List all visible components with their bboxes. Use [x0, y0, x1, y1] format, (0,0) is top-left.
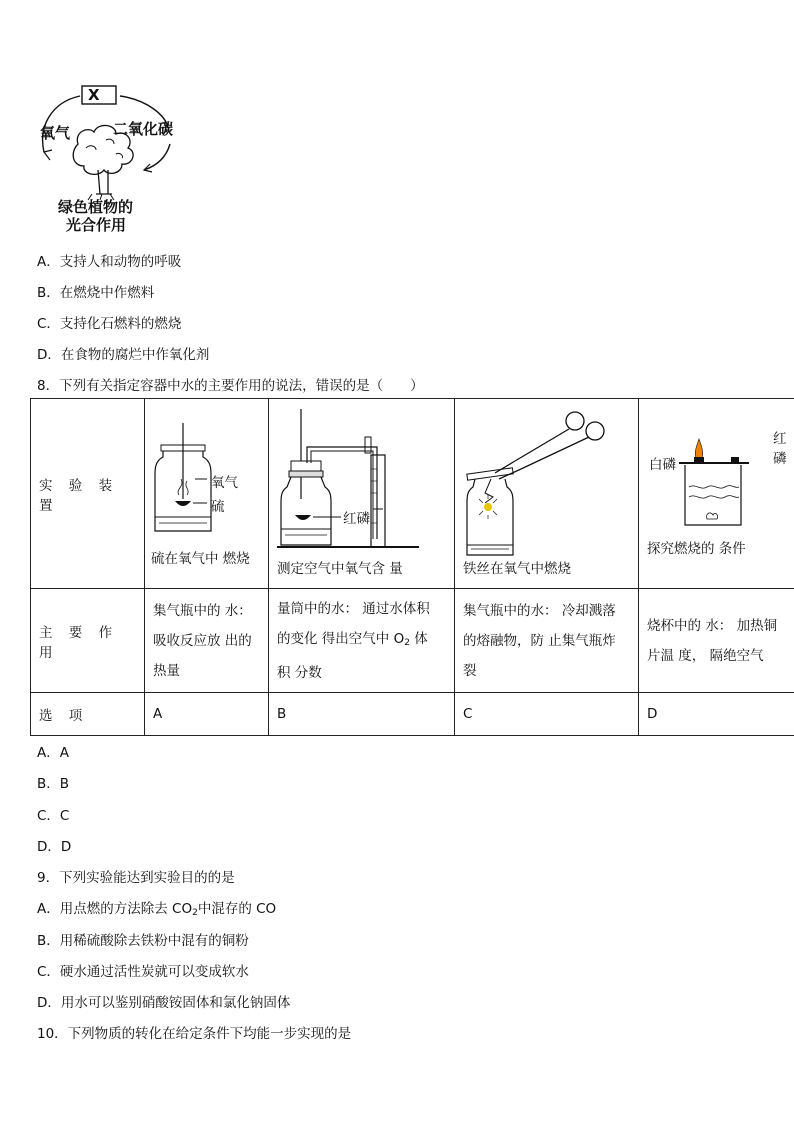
q8-answer-c: C．C [37, 808, 70, 824]
q9-option-d: D．用水可以鉴别硝酸铵固体和氯化钠固体 [37, 995, 291, 1011]
q7-option-a: A．支持人和动物的呼吸 [37, 254, 182, 270]
cell-option-c: C [455, 693, 639, 736]
header-options: 选 项 [31, 693, 145, 736]
cell-apparatus-a [145, 399, 269, 589]
q7-option-d: D．在食物的腐烂中作氧化剂 [37, 347, 210, 363]
cell-apparatus-d [639, 399, 794, 589]
diagram-box-label: X [88, 86, 100, 104]
header-role: 主 要 作 用 [31, 589, 145, 693]
q9-stem: 9．下列实验能达到实验目的的是 [37, 870, 235, 886]
q8-answer-b: B．B [37, 776, 70, 792]
cell-option-b: B [269, 693, 455, 736]
cell-role-a: 集气瓶中的 水： 吸收反应放 出的 热量 [145, 589, 269, 693]
diagram-bottom-line1: 绿色植物的 [58, 198, 134, 216]
cell-apparatus-b [269, 399, 455, 589]
row-options [31, 693, 794, 736]
q9-option-c: C．硬水通过活性炭就可以变成软水 [37, 964, 249, 980]
label-sulfur: 硫 [211, 499, 225, 515]
cell-option-d: D [639, 693, 794, 736]
label-white-phosphorus: 白磷 [649, 457, 676, 473]
q8-answer-d: D．D [37, 839, 72, 855]
cell-apparatus-c [455, 399, 639, 589]
q8-table [30, 398, 794, 736]
q9-option-b: B．用稀硫酸除去铁粉中混有的铜粉 [37, 933, 249, 949]
label-oxygen: 氧气 [211, 475, 238, 491]
label-red-phosphorus-cut: 红磷 [773, 431, 787, 467]
header-apparatus: 实 验 装 置 [31, 399, 145, 589]
diagram-left-label: 氧气 [40, 124, 71, 142]
label-red-phosphorus: 红磷 [343, 511, 370, 527]
caption-a: 硫在氧气中 燃烧 [151, 551, 250, 567]
q9-option-a: A．用点燃的方法除去 $CO_2$中混存的 CO [37, 901, 277, 918]
caption-d: 探究燃烧的 条件 [647, 541, 746, 557]
diagram-bottom-line2: 光合作用 [66, 216, 127, 234]
row-role [31, 589, 794, 693]
q8-stem: 8．下列有关指定容器中水的主要作用的说法，错误的是（ ） [37, 378, 424, 394]
caption-c: 铁丝在氧气中燃烧 [463, 561, 571, 577]
q7-option-b: B．在燃烧中作燃料 [37, 285, 155, 301]
q8-answer-a: A．A [37, 745, 69, 761]
diagram-right-label: 二氧化碳 [113, 120, 174, 138]
cell-role-d: 烧杯中的 水： 加热铜 片温 度， 隔绝空气 [639, 589, 794, 693]
cell-role-c: 集气瓶中的水： 冷却溅落 的熔融物，防 止集气瓶炸 裂 [455, 589, 639, 693]
q10-stem: 10．下列物质的转化在给定条件下均能一步实现的是 [37, 1026, 352, 1042]
caption-b: 测定空气中氧气含 量 [277, 561, 403, 577]
row-apparatus [31, 399, 794, 589]
cell-option-a: A [145, 693, 269, 736]
q7-option-c: C．支持化石燃料的燃烧 [37, 316, 182, 332]
cell-role-b: 量筒中的水： 通过水体积 的变化 得出空气中 $O_2$ 体 积 分数 [269, 589, 455, 693]
